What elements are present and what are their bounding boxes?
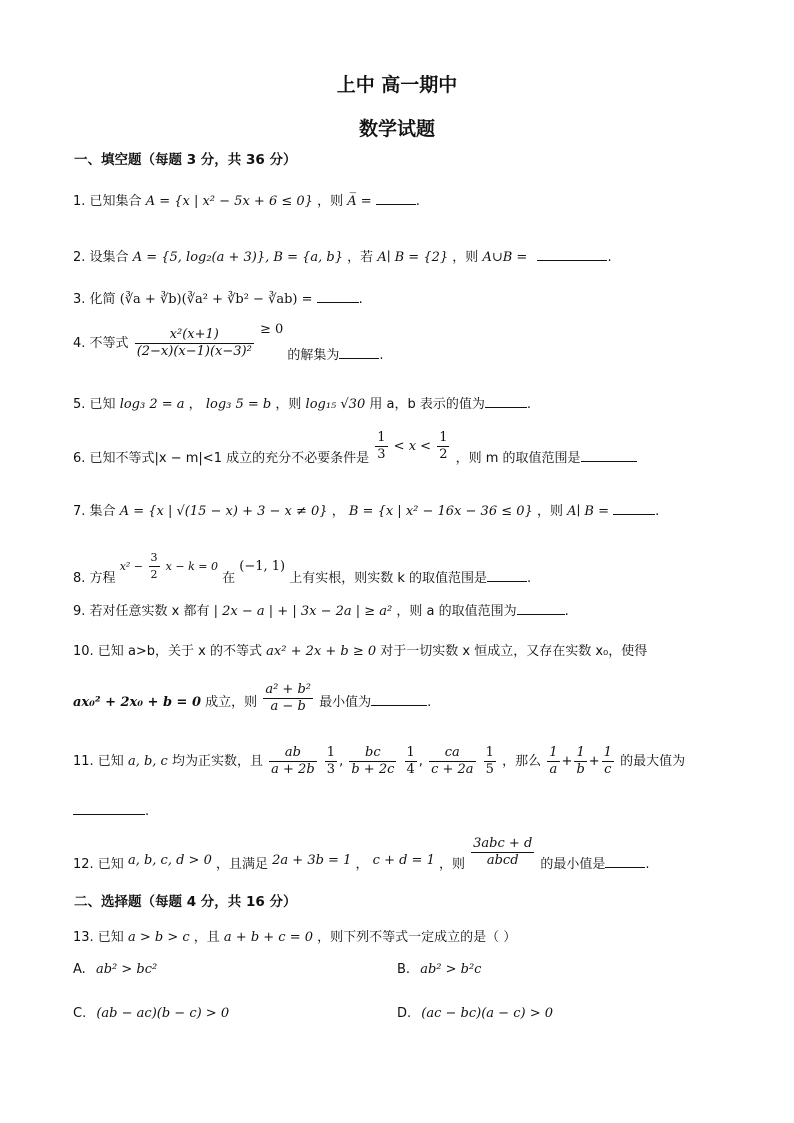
- period: .: [564, 604, 569, 619]
- denominator: 2: [439, 447, 448, 462]
- question-text: ，则: [536, 504, 563, 519]
- numerator: 1: [485, 745, 494, 760]
- question-label: 6. 已知不等式|x − m|<1 成立的充分不必要条件是: [73, 451, 370, 466]
- fraction: [135, 327, 254, 360]
- question-text: ，若: [347, 250, 374, 265]
- fraction: [429, 745, 475, 778]
- fraction: [437, 430, 449, 463]
- page-title: 上中 高一期中: [336, 74, 458, 96]
- denominator: c + 2a: [431, 762, 474, 777]
- question-7: [73, 500, 659, 519]
- question-text: ，则: [452, 250, 479, 265]
- numerator: bc: [349, 745, 396, 762]
- answer-blank: [317, 290, 359, 303]
- option-label: A.: [73, 962, 86, 977]
- math-expression: a + b + c = 0: [223, 930, 314, 945]
- math-expression: log₃ 5 = b: [205, 397, 272, 412]
- question-text: ，则 m 的取值范围是: [455, 451, 581, 466]
- question-text: 上有实根，则实数 k 的取值范围是: [289, 571, 488, 586]
- fraction: [375, 430, 387, 463]
- option-math: ab² > bc²: [95, 962, 158, 977]
- question-text: ，则: [439, 857, 466, 872]
- question-label: 2. 设集合: [73, 250, 129, 265]
- question-9: [73, 600, 569, 619]
- numerator: ab: [269, 745, 317, 762]
- separator: ，: [188, 397, 202, 412]
- period: .: [379, 348, 384, 363]
- question-1: [73, 190, 420, 209]
- fraction: [149, 550, 160, 583]
- answer-blank: [339, 346, 379, 359]
- period: .: [526, 397, 531, 412]
- question-text: 用 a，b 表示的值为: [369, 397, 485, 412]
- question-text: 成立，则: [205, 695, 258, 710]
- denominator: 3: [326, 762, 336, 777]
- math-expression: log₁₅ √30: [305, 397, 366, 412]
- separator: ，: [331, 504, 345, 519]
- denominator: a: [549, 762, 558, 777]
- answer-blank: [581, 449, 637, 462]
- question-label: 11. 已知: [73, 754, 124, 769]
- section-multiple-choice: 二、选择题（每题 4 分，共 16 分）: [74, 894, 297, 910]
- math-expression: A∣ B =: [567, 504, 609, 519]
- math-expression: A∪B =: [482, 250, 528, 265]
- math-expression: (∛a + ∛b)(∛a² + ∛b² − ∛ab) =: [119, 292, 313, 307]
- math-expression: c + d = 1: [372, 853, 435, 868]
- fraction: [547, 745, 559, 778]
- question-4: [73, 322, 384, 363]
- denominator: abcd: [486, 853, 519, 868]
- question-text: ，则 a 的取值范围为: [396, 604, 517, 619]
- denominator: 2: [150, 568, 158, 581]
- numerator: 1: [549, 745, 558, 760]
- numerator: 3abc + d: [473, 836, 533, 851]
- math-expression: B = {x | x² − 16x − 36 ≤ 0}: [348, 504, 533, 519]
- fraction: [484, 745, 496, 778]
- fraction: [405, 745, 417, 778]
- period: .: [607, 250, 612, 265]
- math-expression: a, b, c: [127, 754, 168, 769]
- numerator: 1: [439, 430, 448, 445]
- question-10: [73, 640, 647, 659]
- fraction: [602, 745, 614, 778]
- math-expression: A̅ =: [347, 194, 372, 209]
- question-label: 10. 已知 a>b，关于 x 的不等式: [73, 644, 263, 659]
- question-text: 的最大值为: [620, 754, 686, 769]
- question-label: 4. 不等式: [73, 336, 129, 351]
- question-12: [73, 836, 650, 872]
- question-label: 5. 已知: [73, 397, 116, 412]
- question-text: 在: [222, 571, 236, 586]
- numerator: 1: [574, 745, 586, 762]
- numerator: ca: [429, 745, 475, 762]
- math-expression: x − k = 0: [165, 560, 218, 573]
- question-10-line-2: [73, 682, 431, 715]
- denominator: a − b: [270, 699, 306, 714]
- question-2: [73, 246, 612, 265]
- question-text: ，则下列不等式一定成立的是（ ）: [317, 930, 517, 945]
- question-13: [73, 926, 516, 945]
- option-a[interactable]: [73, 962, 157, 977]
- answer-blank: [537, 248, 607, 261]
- math-expression: a, b, c, d > 0: [127, 853, 212, 868]
- answer-blank: [485, 395, 527, 408]
- option-label: C.: [73, 1006, 87, 1021]
- fraction: [574, 745, 586, 778]
- section-fill-in: 一、填空题（每题 3 分，共 36 分）: [74, 152, 297, 168]
- math-expression: ax₀² + 2x₀ + b = 0: [73, 695, 202, 710]
- question-label: 12. 已知: [73, 857, 124, 872]
- question-label: 3. 化简: [73, 292, 116, 307]
- fraction: [349, 745, 396, 778]
- fraction: [325, 745, 337, 778]
- math-expression: A = {x | x² − 5x + 6 ≤ 0}: [145, 194, 313, 209]
- option-b[interactable]: [397, 962, 481, 977]
- question-label: 1. 已知集合: [73, 194, 142, 209]
- period: .: [358, 292, 363, 307]
- denominator: (2−x)(x−1)(x−3)²: [136, 344, 252, 359]
- question-label: 9. 若对任意实数 x 都有: [73, 604, 210, 619]
- question-text: 均为正实数，且: [171, 754, 263, 769]
- period: .: [527, 571, 532, 586]
- denominator: 4: [406, 762, 415, 777]
- denominator: b: [576, 762, 585, 777]
- denominator: c: [604, 762, 612, 777]
- question-label: 7. 集合: [73, 504, 116, 519]
- answer-blank: [376, 192, 416, 205]
- math-expression: | 2x − a | + | 3x − 2a | ≥ a²: [213, 604, 393, 619]
- fraction: [263, 682, 313, 715]
- denominator: 5: [485, 762, 494, 777]
- math-expression: < x <: [393, 439, 432, 454]
- question-text: ，则: [317, 194, 344, 209]
- question-8: [73, 550, 531, 586]
- option-math: (ab − ac)(b − c) > 0: [96, 1006, 230, 1021]
- math-expression: log₃ 2 = a: [119, 397, 185, 412]
- option-c[interactable]: [73, 1006, 229, 1021]
- answer-blank: [605, 855, 645, 868]
- question-5: [73, 393, 531, 412]
- separator: ，: [355, 857, 369, 872]
- math-expression: 2a + 3b = 1: [272, 853, 352, 868]
- question-text: ，那么: [502, 754, 542, 769]
- relation: ≥ 0: [259, 322, 284, 337]
- numerator: 1: [603, 745, 612, 760]
- question-11: 11. 已知 a, b, c 均为正实数，且 $\frac{ab}{a + 2b}$ $\frac{1}{3}$ , $\frac{bc}{b + 2c}$ $\frac{1}{4}$ , $\frac{ca}{c + 2a}$ $\frac{1}{5}$ ，那么 $\frac{1}{a}$ + $\frac{1}{b}$ + $\frac{1}{c}$ 的最大值为: [73, 745, 686, 777]
- numerator: 3: [149, 550, 160, 567]
- numerator: 1: [326, 745, 336, 760]
- numerator: a² + b²: [265, 682, 311, 697]
- period: .: [427, 695, 432, 710]
- question-6: [73, 430, 637, 466]
- numerator: 1: [377, 430, 386, 445]
- question-text: ，则: [275, 397, 302, 412]
- denominator: 3: [377, 447, 386, 462]
- period: .: [645, 857, 650, 872]
- math-expression: A = {5, log₂(a + 3)}, B = {a, b}: [132, 250, 344, 265]
- answer-blank: [371, 693, 427, 706]
- period: .: [415, 194, 420, 209]
- question-text: 的解集为: [287, 348, 340, 363]
- answer-blank: [517, 602, 565, 615]
- question-text: 对于一切实数 x 恒成立，又存在实数 x₀，使得: [380, 644, 648, 659]
- question-text: ，且满足: [216, 857, 269, 872]
- question-label: 13. 已知: [73, 930, 124, 945]
- period: .: [145, 804, 150, 819]
- question-label: 8. 方程: [73, 571, 116, 586]
- option-d[interactable]: [397, 1006, 553, 1021]
- option-math: ab² > b²c: [420, 962, 482, 977]
- period: .: [655, 504, 660, 519]
- question-11-line-2: [73, 802, 149, 819]
- numerator: 1: [406, 745, 415, 760]
- question-3: [73, 288, 363, 307]
- option-label: D.: [397, 1006, 412, 1021]
- math-expression: A = {x | √(15 − x) + 3 − x ≠ 0}: [119, 504, 328, 519]
- denominator: a + 2b: [271, 762, 315, 777]
- answer-blank: [487, 569, 527, 582]
- denominator: b + 2c: [351, 762, 395, 777]
- math-expression: ax² + 2x + b ≥ 0: [266, 644, 377, 659]
- option-math: (ac − bc)(a − c) > 0: [421, 1006, 553, 1021]
- fraction: [269, 745, 317, 778]
- math-expression: a > b > c: [127, 930, 190, 945]
- numerator: x²(x+1): [135, 327, 254, 344]
- answer-blank: [73, 802, 145, 815]
- page-subtitle: 数学试题: [358, 118, 435, 140]
- math-expression: (−1, 1): [239, 559, 286, 574]
- math-expression: A∣ B = {2}: [377, 250, 449, 265]
- option-label: B.: [397, 962, 411, 977]
- answer-blank: [613, 502, 655, 515]
- question-text: 最小值为: [319, 695, 372, 710]
- math-expression: x² −: [119, 560, 147, 573]
- question-text: ，且: [193, 930, 220, 945]
- question-text: 的最小值是: [540, 857, 606, 872]
- fraction: [471, 836, 534, 869]
